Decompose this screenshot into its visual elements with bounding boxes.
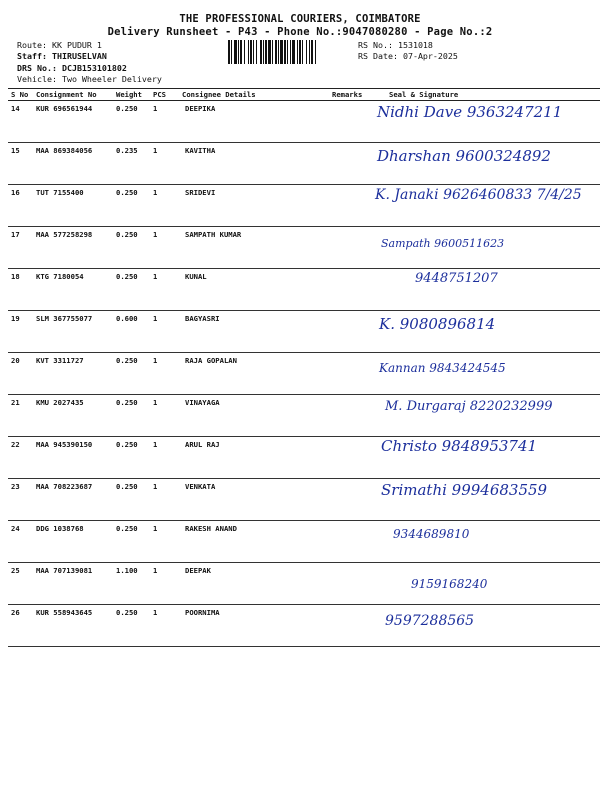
row-consignee: DEEPAK [179, 563, 329, 605]
row-pcs: 1 [150, 269, 179, 311]
row-pcs: 1 [150, 605, 179, 647]
row-signature-cell [365, 521, 600, 563]
row-sno: 21 [8, 395, 33, 437]
table-row [8, 563, 600, 605]
row-weight: 0.235 [113, 143, 150, 185]
col-consignee: Consignee Details [179, 89, 329, 101]
table-row [8, 395, 600, 437]
row-weight: 0.250 [113, 479, 150, 521]
row-consignee: ARUL RAJ [179, 437, 329, 479]
handwritten-signature: K. 9080896814 [379, 315, 496, 333]
row-sno: 14 [8, 101, 33, 143]
row-signature-cell [365, 395, 600, 437]
row-sno: 16 [8, 185, 33, 227]
handwritten-signature: K. Janaki 9626460833 7/4/25 [375, 187, 582, 203]
table-row [8, 353, 600, 395]
row-remarks [329, 185, 365, 227]
row-signature-cell [365, 143, 600, 185]
table-row [8, 101, 600, 143]
row-signature-cell [365, 101, 600, 143]
row-sno: 18 [8, 269, 33, 311]
row-weight: 0.250 [113, 227, 150, 269]
row-consignment-no: TUT 7155400 [33, 185, 113, 227]
table-row [8, 311, 600, 353]
table-row [8, 437, 600, 479]
row-pcs: 1 [150, 521, 179, 563]
row-consignment-no: MAA 869384056 [33, 143, 113, 185]
row-remarks [329, 311, 365, 353]
row-pcs: 1 [150, 395, 179, 437]
row-signature-cell [365, 563, 600, 605]
row-pcs: 1 [150, 227, 179, 269]
row-remarks [329, 101, 365, 143]
row-remarks [329, 227, 365, 269]
row-weight: 1.100 [113, 563, 150, 605]
col-signature: Seal & Signature [365, 89, 600, 101]
row-pcs: 1 [150, 311, 179, 353]
row-sno: 20 [8, 353, 33, 395]
row-signature-cell [365, 185, 600, 227]
col-remarks: Remarks [329, 89, 365, 101]
row-weight: 0.250 [113, 605, 150, 647]
row-signature-cell [365, 353, 600, 395]
row-weight: 0.250 [113, 437, 150, 479]
row-remarks [329, 143, 365, 185]
row-sno: 22 [8, 437, 33, 479]
row-consignee: SRIDEVI [179, 185, 329, 227]
row-consignee: SAMPATH KUMAR [179, 227, 329, 269]
row-weight: 0.250 [113, 269, 150, 311]
row-consignment-no: KMU 2027435 [33, 395, 113, 437]
row-consignment-no: KUR 558943645 [33, 605, 113, 647]
handwritten-signature: Sampath 9600511623 [381, 237, 505, 250]
table-row [8, 521, 600, 563]
col-pcs: PCS [150, 89, 179, 101]
row-sno: 23 [8, 479, 33, 521]
row-sno: 25 [8, 563, 33, 605]
row-consignee: KUNAL [179, 269, 329, 311]
row-consignment-no: KTG 7180054 [33, 269, 113, 311]
col-weight: Weight [113, 89, 150, 101]
row-signature-cell [365, 227, 600, 269]
delivery-table [8, 88, 600, 647]
drs-number: DRS No.: DCJB153101802 [17, 63, 127, 73]
row-weight: 0.600 [113, 311, 150, 353]
company-title: THE PROFESSIONAL COURIERS, COIMBATORE [179, 13, 421, 25]
handwritten-signature: 9344689810 [393, 527, 470, 541]
row-remarks [329, 521, 365, 563]
table-header-row [8, 89, 600, 101]
row-consignee: DEEPIKA [179, 101, 329, 143]
handwritten-signature: 9159168240 [411, 577, 488, 591]
row-consignee: KAVITHA [179, 143, 329, 185]
row-consignment-no: MAA 707139081 [33, 563, 113, 605]
row-consignment-no: DDG 1038768 [33, 521, 113, 563]
row-consignment-no: MAA 945390150 [33, 437, 113, 479]
row-sno: 19 [8, 311, 33, 353]
row-pcs: 1 [150, 101, 179, 143]
row-remarks [329, 437, 365, 479]
handwritten-signature: 9448751207 [415, 271, 498, 286]
row-consignment-no: KVT 3311727 [33, 353, 113, 395]
table-row [8, 605, 600, 647]
table-row [8, 269, 600, 311]
row-sno: 26 [8, 605, 33, 647]
col-sno: S No [8, 89, 33, 101]
row-consignee: VENKATA [179, 479, 329, 521]
handwritten-signature: Christo 9848953741 [381, 437, 538, 455]
row-sno: 17 [8, 227, 33, 269]
row-weight: 0.250 [113, 395, 150, 437]
handwritten-signature: Nidhi Dave 9363247211 [377, 103, 563, 121]
row-weight: 0.250 [113, 353, 150, 395]
row-sno: 24 [8, 521, 33, 563]
col-consignment: Consignment No [33, 89, 113, 101]
row-consignment-no: MAA 577258298 [33, 227, 113, 269]
row-pcs: 1 [150, 437, 179, 479]
row-consignee: BAGYASRI [179, 311, 329, 353]
row-consignee: VINAYAGA [179, 395, 329, 437]
table-row [8, 227, 600, 269]
table-row [8, 143, 600, 185]
handwritten-signature: Kannan 9843424545 [379, 361, 506, 375]
row-consignee: RAKESH ANAND [179, 521, 329, 563]
row-signature-cell [365, 311, 600, 353]
row-remarks [329, 479, 365, 521]
row-pcs: 1 [150, 143, 179, 185]
row-weight: 0.250 [113, 521, 150, 563]
row-remarks [329, 353, 365, 395]
row-consignee: POORNIMA [179, 605, 329, 647]
row-consignment-no: SLM 367755077 [33, 311, 113, 353]
row-signature-cell [365, 269, 600, 311]
handwritten-signature: Dharshan 9600324892 [377, 147, 551, 165]
row-consignment-no: KUR 696561944 [33, 101, 113, 143]
row-weight: 0.250 [113, 185, 150, 227]
row-signature-cell [365, 479, 600, 521]
vehicle-label: Vehicle: Two Wheeler Delivery [17, 74, 162, 84]
handwritten-signature: Srimathi 9994683559 [381, 481, 548, 499]
handwritten-signature: M. Durgaraj 8220232999 [385, 399, 553, 414]
row-remarks [329, 605, 365, 647]
staff-label: Staff: THIRUSELVAN [17, 51, 107, 61]
row-remarks [329, 269, 365, 311]
row-pcs: 1 [150, 185, 179, 227]
row-pcs: 1 [150, 353, 179, 395]
row-remarks [329, 395, 365, 437]
runsheet-subtitle: Delivery Runsheet - P43 - Phone No.:9047080280 - Page No.:2 [107, 26, 493, 38]
row-remarks [329, 563, 365, 605]
barcode-image [228, 40, 351, 64]
row-consignee: RAJA GOPALAN [179, 353, 329, 395]
row-sno: 15 [8, 143, 33, 185]
row-pcs: 1 [150, 563, 179, 605]
row-signature-cell [365, 605, 600, 647]
handwritten-signature: 9597288565 [385, 613, 475, 629]
row-consignment-no: MAA 708223687 [33, 479, 113, 521]
rs-date: RS Date: 07-Apr-2025 [358, 51, 458, 61]
row-signature-cell [365, 437, 600, 479]
table-row [8, 185, 600, 227]
table-row [8, 479, 600, 521]
route-label: Route: KK PUDUR 1 [17, 40, 102, 50]
row-pcs: 1 [150, 479, 179, 521]
row-weight: 0.250 [113, 101, 150, 143]
rs-number: RS No.: 1531018 [358, 40, 433, 50]
